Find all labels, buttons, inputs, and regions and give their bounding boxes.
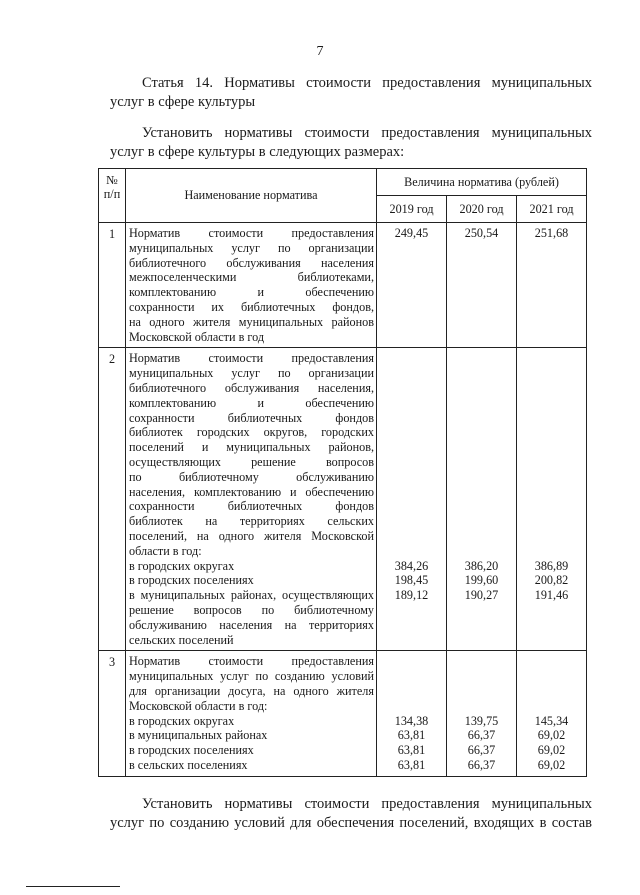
norm-name-line: в муниципальных районах — [129, 728, 268, 743]
norm-value-cell — [447, 651, 517, 776]
norm-value: 66,37 — [467, 757, 496, 772]
article-heading-line-2: услуг в сфере культуры — [110, 94, 256, 110]
norm-name-line: сельских поселений — [129, 632, 234, 647]
norm-value: 63,81 — [397, 757, 426, 772]
norm-value: 63,81 — [397, 728, 426, 743]
norm-name-line: библиотек на территориях сельских — [129, 514, 374, 529]
norm-name-line: населения, комплектованию и обеспечению — [129, 484, 374, 499]
norm-value: 66,37 — [467, 743, 496, 758]
norm-name-line: в городских поселениях — [129, 573, 254, 588]
norm-value-cell — [377, 348, 447, 651]
norm-value-cell — [517, 348, 587, 651]
norm-value: 200,82 — [534, 573, 569, 588]
norm-value: 250,54 — [464, 226, 499, 240]
header-value-group: Величина норматива (рублей) — [377, 169, 587, 196]
norm-value: 69,02 — [537, 743, 566, 758]
norm-name-line: библиотечного обслуживания населения, — [129, 380, 374, 395]
norm-value: 386,89 — [534, 558, 569, 573]
closing-line-2: услуг по созданию условий для обеспечения поселений, входящих в состав — [110, 815, 592, 831]
norm-name-line: библиотечного обслуживания населения — [129, 255, 374, 270]
norm-value-cell — [517, 223, 587, 348]
norm-value-cell — [517, 651, 587, 776]
norm-name-line: по библиотечному обслуживанию — [129, 469, 374, 484]
norm-name-line: сохранности библиотечных фондов — [129, 410, 374, 425]
header-year-2019: 2019 год — [377, 196, 447, 223]
norm-name-line: Норматив стоимости предоставления — [129, 351, 374, 366]
norm-value-cell — [377, 651, 447, 776]
article-heading — [110, 74, 592, 112]
norm-name-line: области в год: — [129, 543, 202, 558]
row-number: 3 — [99, 651, 126, 776]
norm-name-line: обслуживанию населения на территориях — [129, 617, 374, 632]
norm-value: 198,45 — [394, 573, 429, 588]
norm-value: 63,81 — [397, 743, 426, 758]
table-row — [99, 651, 587, 776]
article-heading-line-1: Статья 14. Нормативы стоимости предоставления муниципальных — [142, 75, 592, 91]
norm-name — [126, 348, 377, 651]
intro-line-1: Установить нормативы стоимости предоставления муниципальных — [142, 125, 592, 141]
closing-paragraph — [110, 795, 592, 833]
norm-name-line: для организации досуга, на одного жителя — [129, 683, 374, 698]
norm-value: 190,27 — [464, 588, 499, 603]
row-number: 2 — [99, 348, 126, 651]
table-row — [99, 223, 587, 348]
header-year-2021: 2021 год — [517, 196, 587, 223]
norm-name-line: в муниципальных районах, осуществляющих — [129, 588, 374, 603]
norm-name-line: муниципальных услуг по организации — [129, 240, 374, 255]
norm-name-line: комплектованию и обеспечению — [129, 285, 374, 300]
norm-value-cell — [447, 223, 517, 348]
norm-name-line: комплектованию и обеспечению — [129, 395, 374, 410]
norm-name — [126, 651, 377, 776]
norm-value: 249,45 — [394, 226, 429, 240]
norm-name-line: муниципальных услуг по созданию условий — [129, 669, 374, 684]
norm-value: 384,26 — [394, 558, 429, 573]
row-number: 1 — [99, 223, 126, 348]
header-name: Наименование норматива — [126, 169, 377, 223]
norms-table — [98, 168, 587, 777]
norm-value: 69,02 — [537, 757, 566, 772]
header-year-2020: 2020 год — [447, 196, 517, 223]
norm-name-line: сохранности библиотечных фондов — [129, 499, 374, 514]
norm-value: 191,46 — [534, 588, 569, 603]
norm-name — [126, 223, 377, 348]
norm-value: 189,12 — [394, 588, 429, 603]
norm-name-line: решение вопросов по библиотечному — [129, 602, 374, 617]
norm-name-line: в городских поселениях — [129, 743, 254, 758]
norm-value-cell — [377, 223, 447, 348]
norm-name-line: осуществляющих решение вопросов — [129, 454, 374, 469]
norm-value: 145,34 — [534, 713, 569, 728]
norm-name-line: Норматив стоимости предоставления — [129, 654, 374, 669]
norm-value: 386,20 — [464, 558, 499, 573]
page-number: 7 — [316, 44, 324, 59]
norm-name-line: межпоселенческими библиотеками, — [129, 270, 374, 285]
norm-value: 139,75 — [464, 713, 499, 728]
norm-name-line: Московской области в год — [129, 329, 265, 344]
norm-name-line: сохранности их библиотечных фондов, — [129, 299, 374, 314]
norm-name-line: Московской области в год: — [129, 698, 268, 713]
norm-name-line: в городских округах — [129, 713, 235, 728]
intro-paragraph — [110, 124, 592, 162]
norm-name-line: муниципальных услуг по организации — [129, 366, 374, 381]
closing-line-1: Установить нормативы стоимости предоставления муниципальных — [142, 796, 592, 812]
intro-line-2: услуг в сфере культуры в следующих размерах: — [110, 144, 405, 160]
norm-value: 69,02 — [537, 728, 566, 743]
header-number: № п/п — [99, 169, 126, 223]
norm-name-line: Норматив стоимости предоставления — [129, 226, 374, 240]
norm-value: 199,60 — [464, 573, 499, 588]
table-row — [99, 348, 587, 651]
norm-name-line: в сельских поселениях — [129, 757, 248, 772]
norm-name-line: поселений и муниципальных районов, — [129, 440, 374, 455]
footnote-rule — [26, 886, 120, 887]
norm-value-cell — [447, 348, 517, 651]
norm-name-line: в городских округах — [129, 558, 235, 573]
norm-name-line: библиотек городских округов, городских — [129, 425, 374, 440]
norm-name-line: на одного жителя муниципальных районов — [129, 314, 374, 329]
norm-name-line: поселений, на одного жителя Московской — [129, 528, 374, 543]
norm-value: 66,37 — [467, 728, 496, 743]
norm-value: 251,68 — [534, 226, 569, 240]
norm-value: 134,38 — [394, 713, 429, 728]
